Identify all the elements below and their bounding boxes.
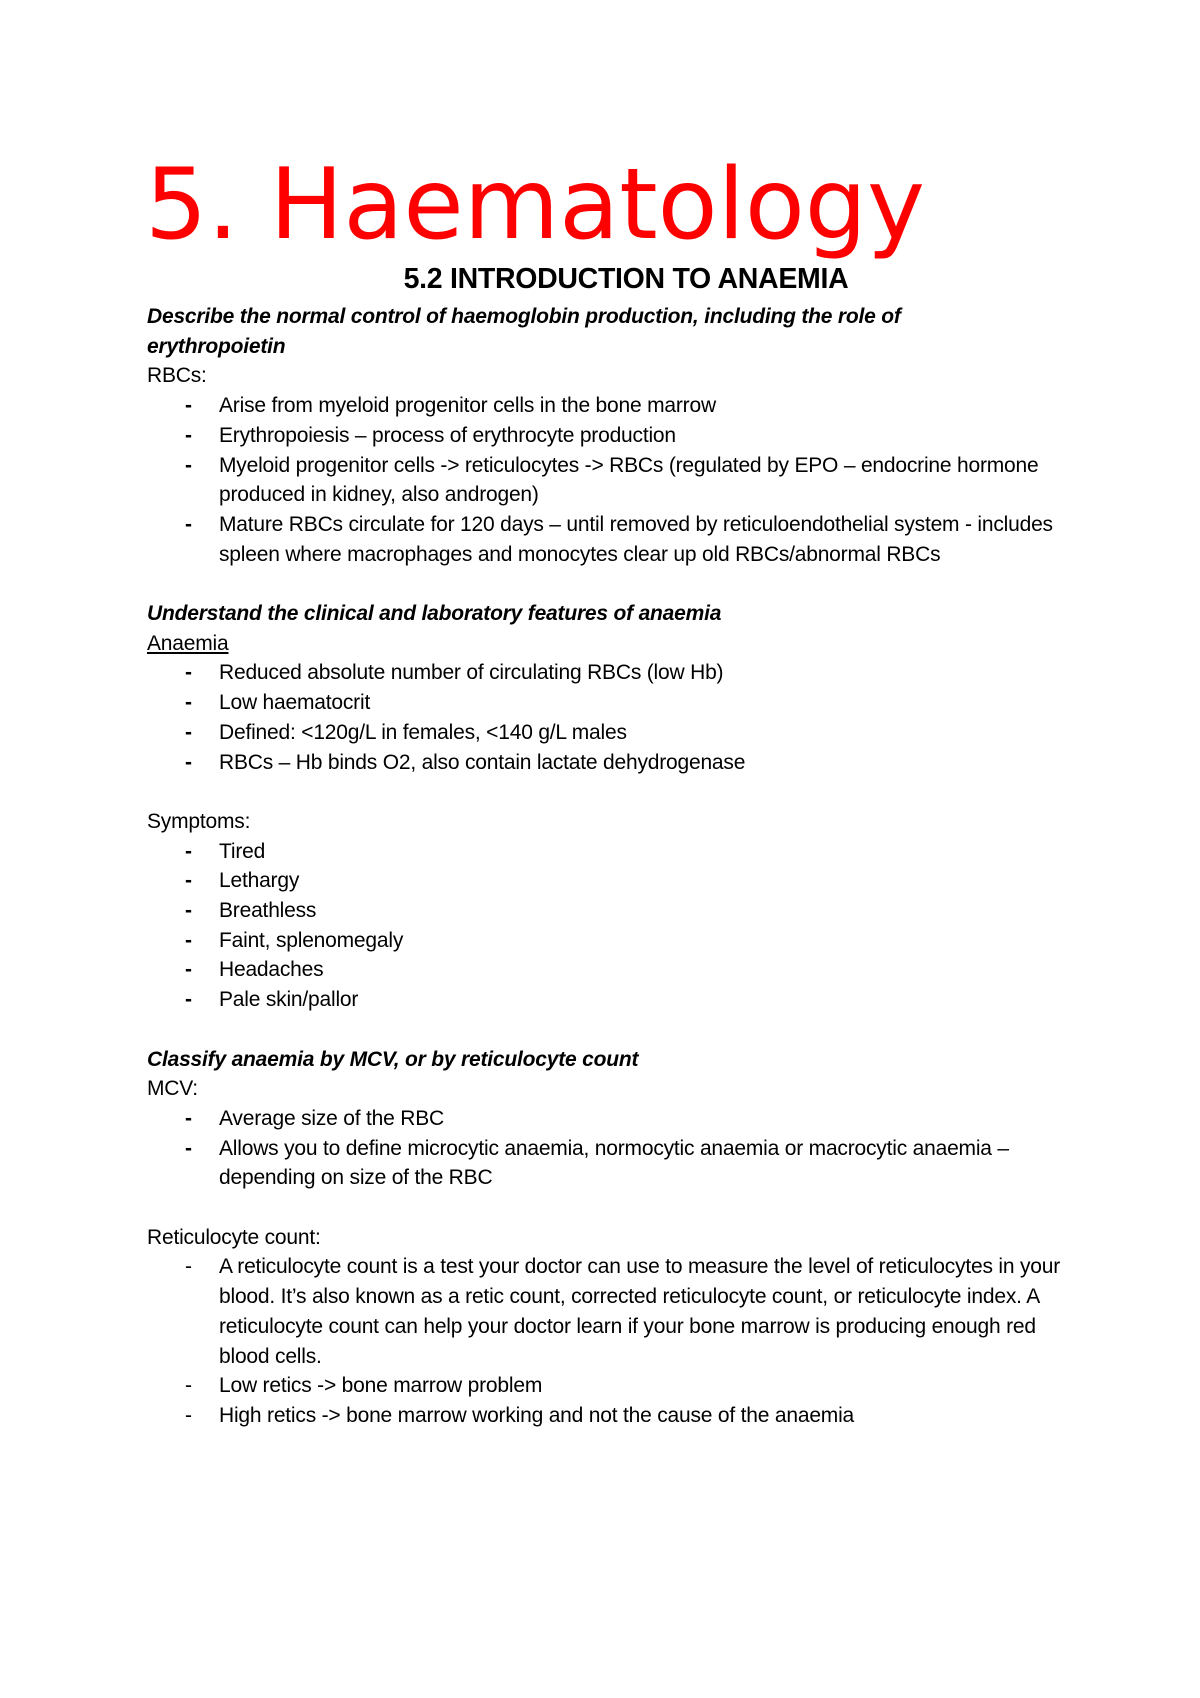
list-item-text: Faint, splenomegaly — [219, 928, 404, 952]
dash-bullet: - — [185, 423, 192, 447]
document-page — [147, 150, 1077, 1431]
list-item-text: Pale skin/pallor — [219, 988, 359, 1012]
list-item — [147, 866, 1077, 896]
list-item — [147, 837, 1077, 867]
list-item — [147, 1104, 1077, 1134]
features-list — [147, 658, 1077, 777]
section-symptoms — [147, 807, 1077, 1015]
dash-bullet: - — [185, 1403, 192, 1427]
list-item-text: Reduced absolute number of circulating RBCs (low Hb) — [219, 661, 724, 685]
symptoms-list — [147, 837, 1077, 1015]
section-features — [147, 599, 1077, 777]
dash-bullet: - — [185, 1106, 192, 1130]
list-item-text: Erythropoiesis – process of erythrocyte production — [219, 423, 676, 447]
control-heading-line1: Describe the normal control of haemoglobin production, including the role of — [147, 305, 901, 328]
list-item-text: Breathless — [219, 899, 317, 923]
list-item — [147, 1371, 1077, 1401]
section-retic — [147, 1223, 1077, 1431]
dash-bullet: - — [185, 1136, 192, 1160]
dash-bullet: - — [185, 394, 192, 418]
dash-bullet: - — [185, 1374, 192, 1398]
dash-bullet: - — [185, 750, 192, 774]
list-item-text: Low retics -> bone marrow problem — [219, 1374, 543, 1398]
dash-bullet: - — [185, 453, 192, 477]
list-item — [147, 451, 1077, 510]
control-heading-line2: erythropoietin — [147, 334, 286, 358]
list-item-text: Myeloid progenitor cells -> reticulocytes -> RBCs (regulated by EPO – endocrine hormone produced in kidney, also androgen) — [219, 453, 1039, 507]
dash-bullet: - — [185, 512, 192, 536]
list-item-text: High retics -> bone marrow working and not the cause of the anaemia — [219, 1403, 855, 1427]
section-classify — [147, 1045, 1077, 1194]
dash-bullet: - — [185, 928, 192, 952]
list-item-text: Allows you to define microcytic anaemia, normocytic anaemia or macrocytic anaemia – depending on size of the RBC — [219, 1136, 1009, 1190]
list-item-text: Low haematocrit — [219, 691, 371, 715]
list-item-text: Defined: <120g/L in females, <140 g/L males — [219, 720, 627, 744]
section-control — [147, 302, 1077, 569]
symptoms-label: Symptoms: — [147, 809, 251, 833]
list-item-text: Lethargy — [219, 869, 300, 893]
list-item — [147, 688, 1077, 718]
retic-label: Reticulocyte count: — [147, 1225, 321, 1249]
list-item — [147, 748, 1077, 778]
list-item — [147, 391, 1077, 421]
list-item — [147, 1134, 1077, 1193]
spacer — [147, 777, 1077, 807]
control-list — [147, 391, 1077, 569]
mcv-list — [147, 1104, 1077, 1193]
list-item-text: Average size of the RBC — [219, 1106, 444, 1130]
list-item — [147, 955, 1077, 985]
dash-bullet: - — [185, 899, 192, 923]
list-item-text: RBCs – Hb binds O2, also contain lactate dehydrogenase — [219, 750, 746, 774]
dash-bullet: - — [185, 958, 192, 982]
section-subtitle: 5.2 INTRODUCTION TO ANAEMIA — [403, 263, 849, 295]
list-item-text: Headaches — [219, 958, 324, 982]
list-item — [147, 510, 1077, 569]
spacer — [147, 1015, 1077, 1045]
features-heading: Understand the clinical and laboratory features of anaemia — [147, 602, 722, 626]
dash-bullet: - — [185, 691, 192, 715]
list-item — [147, 658, 1077, 688]
dash-bullet: - — [185, 720, 192, 744]
spacer — [147, 1193, 1077, 1223]
dash-bullet: - — [185, 988, 192, 1012]
list-item — [147, 1252, 1077, 1371]
dash-bullet: - — [185, 869, 192, 893]
dash-bullet: - — [185, 1255, 192, 1279]
list-item-text: Mature RBCs circulate for 120 days – until removed by reticuloendothelial system - includes spleen where macrophages and monocytes clear up old RBCs/abnormal RBCs — [219, 512, 1053, 566]
mcv-label: MCV: — [147, 1077, 198, 1101]
list-item — [147, 926, 1077, 956]
list-item — [147, 421, 1077, 451]
document-title: 5. Haematology — [145, 148, 925, 262]
list-item — [147, 718, 1077, 748]
classify-heading: Classify anaemia by MCV, or by reticulocyte count — [147, 1047, 639, 1071]
spacer — [147, 569, 1077, 599]
retic-list — [147, 1252, 1077, 1430]
list-item — [147, 896, 1077, 926]
features-label: Anaemia — [147, 631, 229, 655]
list-item-text: Arise from myeloid progenitor cells in the bone marrow — [219, 394, 716, 418]
control-label: RBCs: — [147, 364, 207, 388]
list-item-text: Tired — [219, 839, 266, 863]
list-item — [147, 1401, 1077, 1431]
dash-bullet: - — [185, 839, 192, 863]
dash-bullet: - — [185, 661, 192, 685]
list-item — [147, 985, 1077, 1015]
list-item-text: A reticulocyte count is a test your doctor can use to measure the level of reticulocytes in your blood. It’s also known as a retic count, corrected reticulocyte count, or reticulocyte index. A reticulocyte count can help your doctor learn if your bone marrow is producing enough red blood cells. — [219, 1255, 1061, 1368]
